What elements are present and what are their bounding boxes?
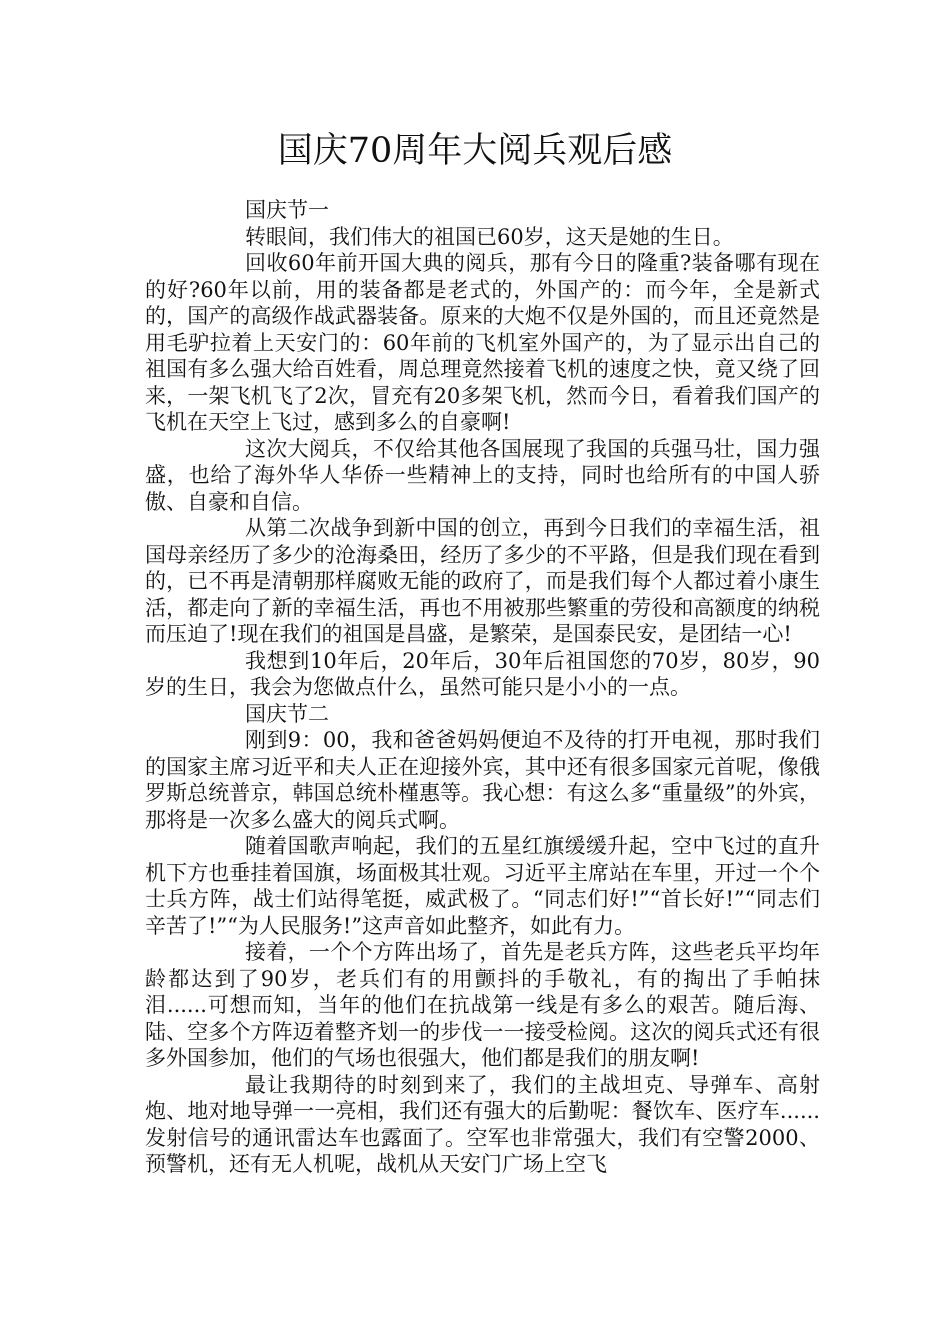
paragraph: 我想到10年后，20年后，30年后祖国您的70岁，80岁，90岁的生日，我会为您做点什么，虽然可能只是小小的一点。 (145, 648, 820, 699)
paragraph: 随着国歌声响起，我们的五星红旗缓缓升起，空中飞过的直升机下方也垂挂着国旗，场面极其壮观。习近平主席站在车里，开过一个个士兵方阵，战士们站得笔挺，威武极了。“同志们好!”“首长好!”“同志们辛苦了!”“为人民服务!”这声音如此整齐，如此有力。 (145, 834, 820, 938)
section-heading-1: 国庆节一 (245, 198, 329, 222)
section-heading-2: 国庆节二 (245, 701, 329, 726)
paragraph: 从第二次战争到新中国的创立，再到今日我们的幸福生活，祖国母亲经历了多少的沧海桑田，经历了多少的不平路，但是我们现在看到的，已不再是清朝那样腐败无能的政府了，而是我们每个人都过着小康生活，都走向了新的幸福生活，再也不用被那些繁重的劳役和高额度的纳税而压迫了!现在我们的祖国是昌盛，是繁荣，是国泰民安，是团结一心! (145, 516, 820, 646)
document-title: 国庆70周年大阅兵观后感 (277, 131, 673, 171)
paragraph: 回收60年前开国大典的阅兵，那有今日的隆重?装备哪有现在的好?60年以前，用的装备都是老式的，外国产的：而今年，全是新式的，国产的高级作战武器装备。原来的大炮不仅是外国的，而且还竟然是用毛驴拉着上天安门的：60年前的飞机室外国产的，为了显示出自己的祖国有多么强大给百姓看，周总理竟然接着飞机的速度之快，竟又绕了回来，一架飞机飞了2次，冒充有20多架飞机，然而今日，看着我们国产的飞机在天空上飞过，感到多么的自豪啊! (145, 251, 820, 434)
paragraph: 这次大阅兵，不仅给其他各国展现了我国的兵强马壮，国力强盛，也给了海外华人华侨一些精神上的支持，同时也给所有的中国人骄傲、自豪和自信。 (145, 436, 820, 514)
paragraph: 最让我期待的时刻到来了，我们的主战坦克、导弹车、高射炮、地对地导弹一一亮相，我们还有强大的后勤呢：餐饮车、医疗车......发射信号的通讯雷达车也露面了。空军也非常强大，我们有空警2000、预警机，还有无人机呢，战机从天安门广场上空飞 (145, 1072, 820, 1176)
paragraph: 刚到9：00，我和爸爸妈妈便迫不及待的打开电视，那时我们的国家主席习近平和夫人正在迎接外宾，其中还有很多国家元首呢，像俄罗斯总统普京，韩国总统朴槿惠等。我心想：有这么多“重量级”的外宾，那将是一次多么盛大的阅兵式啊。 (145, 728, 820, 832)
document-body (145, 197, 820, 1178)
paragraph: 转眼间，我们伟大的祖国已60岁，这天是她的生日。 (245, 224, 734, 249)
paragraph: 接着，一个个方阵出场了，首先是老兵方阵，这些老兵平均年龄都达到了90岁，老兵们有的用颤抖的手敬礼，有的掏出了手帕抹泪......可想而知，当年的他们在抗战第一线是有多么的艰苦。随后海、陆、空多个方阵迈着整齐划一的步伐一一接受检阅。这次的阅兵式还有很多外国参加，他们的气场也很强大，他们都是我们的朋友啊! (145, 940, 820, 1070)
